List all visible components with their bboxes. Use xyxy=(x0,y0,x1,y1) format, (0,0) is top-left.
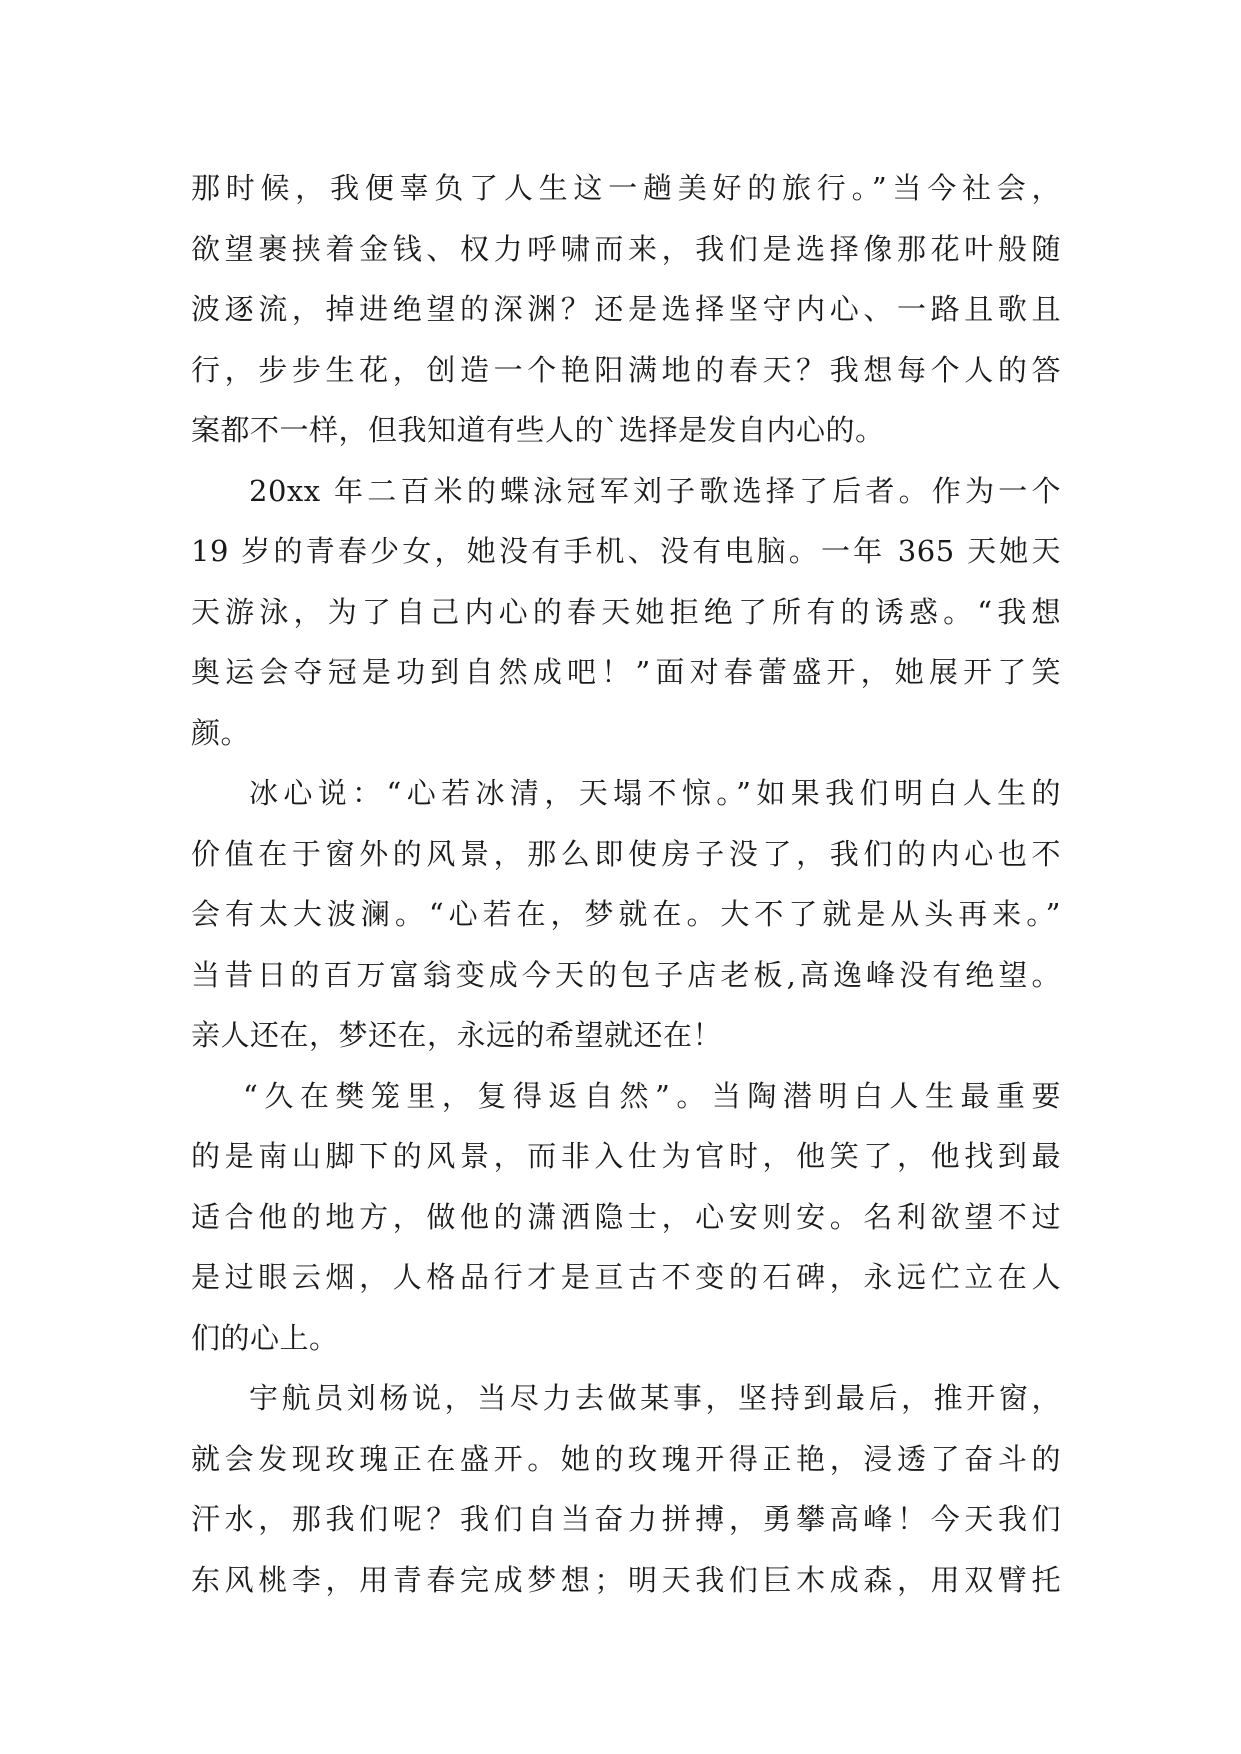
text-line: 会有太大波澜。“心若在，梦就在。大不了就是从头再来。” xyxy=(191,897,1061,931)
essay-body xyxy=(191,158,1061,1610)
text-line: 19 岁的青春少女，她没有手机、没有电脑。一年 365 天她天 xyxy=(191,534,1061,568)
text-line: 20xx 年二百米的蝶泳冠军刘子歌选择了后者。作为一个 xyxy=(249,473,1061,508)
text-line: 们的心上。 xyxy=(191,1320,339,1355)
text-line: 天游泳，为了自己内心的春天她拒绝了所有的诱惑。“我想 xyxy=(191,594,1061,629)
text-line: 冰心说：“心若冰清，天塌不惊。”如果我们明白人生的 xyxy=(249,776,1061,810)
text-line: 适合他的地方，做他的潇洒隐士，心安则安。名利欲望不过 xyxy=(191,1199,1061,1234)
text-line: 欲望裹挟着金钱、权力呼啸而来，我们是选择像那花叶般随 xyxy=(191,231,1061,266)
text-line: 波逐流，掉进绝望的深渊？还是选择坚守内心、一路且歌且 xyxy=(191,292,1061,326)
text-line: 价值在于窗外的风景，那么即使房子没了，我们的内心也不 xyxy=(191,836,1061,871)
text-line: 东风桃李，用青春完成梦想；明天我们巨木成森，用双臂托 xyxy=(191,1562,1061,1597)
text-line: 就会发现玫瑰正在盛开。她的玫瑰开得正艳，浸透了奋斗的 xyxy=(191,1441,1061,1476)
text-line: 案都不一样，但我知道有些人的`选择是发自内心的。 xyxy=(191,413,885,447)
text-line: 那时候，我便辜负了人生这一趟美好的旅行。”当今社会， xyxy=(191,171,1061,205)
text-line: 宇航员刘杨说，当尽力去做某事，坚持到最后，推开窗， xyxy=(249,1381,1061,1415)
text-line: 的是南山脚下的风景，而非入仕为官时，他笑了，他找到最 xyxy=(191,1139,1061,1173)
text-line: 当昔日的百万富翁变成今天的包子店老板,高逸峰没有绝望。 xyxy=(191,957,1061,992)
text-line: “久在樊笼里，复得返自然”。当陶潜明白人生最重要 xyxy=(243,1078,1061,1113)
text-line: 亲人还在，梦还在，永远的希望就还在！ xyxy=(191,1018,723,1052)
text-line: 汗水，那我们呢？我们自当奋力拼搏，勇攀高峰！今天我们 xyxy=(191,1502,1061,1536)
text-line: 行，步步生花，创造一个艳阳满地的春天？我想每个人的答 xyxy=(191,352,1061,387)
text-line: 颜。 xyxy=(191,715,251,750)
text-line: 奥运会夺冠是功到自然成吧！”面对春蕾盛开，她展开了笑 xyxy=(191,655,1061,689)
text-line: 是过眼云烟，人格品行才是亘古不变的石碑，永远伫立在人 xyxy=(191,1260,1061,1294)
